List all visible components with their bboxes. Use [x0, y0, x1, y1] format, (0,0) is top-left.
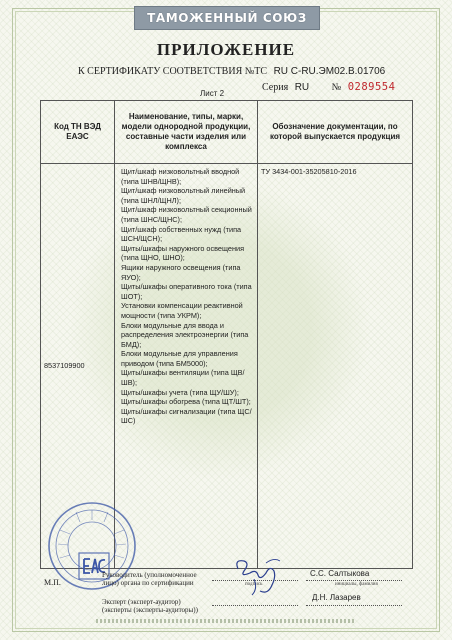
page-title: ПРИЛОЖЕНИЕ [156, 40, 296, 59]
handwritten-signature-icon [230, 555, 285, 597]
list-item: Щиты/шкафы сигнализации (типа ЩС/ШС) [121, 406, 252, 426]
head-name-line [306, 580, 402, 581]
cert-prefix: К СЕРТИФИКАТУ СООТВЕТСТВИЯ [78, 66, 243, 77]
hs-code-cell: 8537109900 [41, 164, 115, 569]
list-item: Щит/шкаф низковольтный секционный (типа ШНС/ЩНС); [121, 205, 252, 224]
list-item: Щит/шкаф собственных нужд (типа ШСН/ЩСН); [121, 224, 242, 244]
head-label-line2: лицо) органа по сертификации [102, 579, 194, 587]
expert-signature-line [212, 605, 298, 606]
list-item: Щит/шкаф низковольтный вводной (типа ШНВ/ЩНВ); [121, 167, 240, 186]
table-header-row [41, 101, 413, 164]
serial-number: 0289554 [347, 81, 396, 93]
products-table [40, 100, 413, 569]
list-item: Щиты/шкафы вентиляции (типа ЩВ/ШВ); [121, 368, 245, 388]
head-label-line1: Руководитель (уполномоченное [102, 571, 197, 579]
expert-name-line [306, 605, 402, 606]
stamp-place-label: М.П. [44, 578, 61, 587]
expert-label-line1: Эксперт (эксперт-аудитор) [102, 598, 181, 606]
list-item: Установки компенсации реактивной мощности (типа УКРМ); [121, 301, 243, 320]
list-item: Блоки модульные для ввода и распределения электроэнергии (типа БМД); [121, 320, 249, 349]
footer-microprint [96, 619, 356, 623]
list-item: Щиты/шкафы обогрева (типа ЩТ/ШТ); [121, 397, 251, 407]
list-item: Блоки модульные для управления приводом (типа БМ5000); [121, 349, 238, 368]
head-name: С.С. Салтыкова [310, 569, 370, 578]
head-signature-label [102, 571, 197, 587]
expert-signature-label [102, 598, 198, 614]
series-label: Серия [262, 82, 289, 93]
column-header-documentation: Обозначение документации, по которой выпускается продукция [258, 101, 413, 164]
cert-no-label: №ТС [244, 66, 268, 77]
list-item: Щиты/шкафы учета (типа ЩУ/ШУ); [121, 387, 239, 397]
column-header-name: Наименование, типы, марки, модели однородной продукции, составные части изделия или комплекса [115, 101, 258, 164]
documentation-cell: ТУ 3434-001-35205810-2016 [258, 164, 413, 569]
series-value: RU [294, 82, 310, 93]
column-header-code: Код ТН ВЭД ЕАЭС [41, 101, 115, 164]
number-label: № [331, 82, 342, 93]
sheet-number: Лист 2 [200, 89, 225, 98]
expert-label-line2: (эксперты (эксперты-аудиторы)) [102, 606, 198, 614]
expert-name: Д.Н. Лазарев [312, 593, 361, 602]
certificate-reference [78, 66, 385, 77]
list-item: Ящики наружного освещения (типа ЯУО); [121, 262, 241, 282]
cert-number: RU C-RU.ЭМ02.В.01706 [273, 66, 386, 77]
head-name-caption: инициалы, фамилия [335, 582, 378, 587]
list-item: Щиты/шкафы оперативного тока (типа ШОТ); [121, 282, 252, 301]
customs-union-banner: ТАМОЖЕННЫЙ СОЮЗ [134, 6, 320, 30]
list-item: Щит/шкаф низковольтный линейный (типа ШНЛ/ЩНЛ); [121, 186, 246, 205]
series-line [262, 81, 395, 93]
list-item: Щиты/шкафы наружного освещения (типа ЩНО, ШНО); [121, 243, 245, 263]
head-signature-caption: подпись [245, 582, 263, 587]
